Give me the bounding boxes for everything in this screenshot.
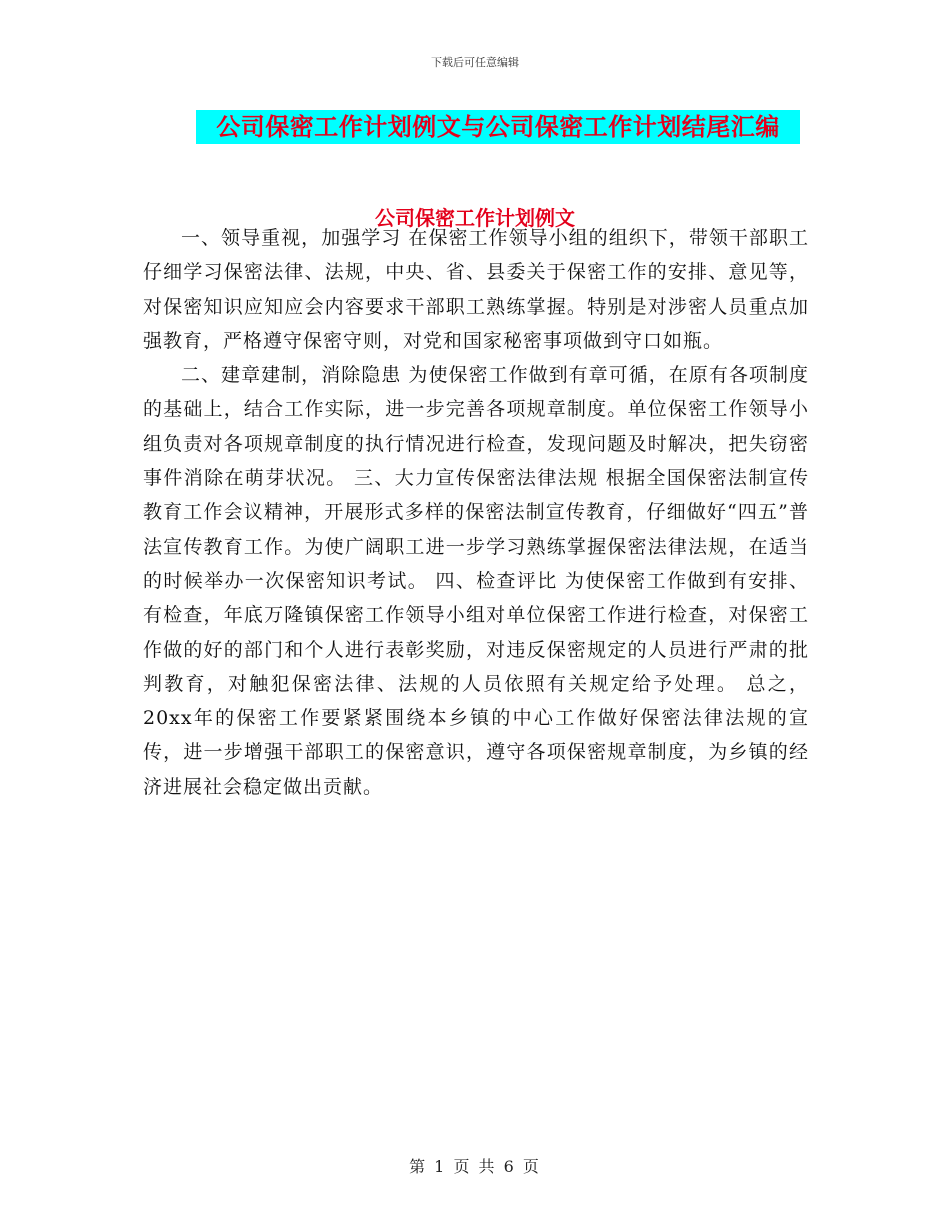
- paragraph: 二、建章建制，消除隐患 为使保密工作做到有章可循，在原有各项制度的基础上，结合工作实际，进一步完善各项规章制度。单位保密工作领导小组负责对各项规章制度的执行情况进行检查，发现问题及时解决，把失窃密事件消除在萌芽状况。 三、大力宣传保密法律法规 根据全国保密法制宣传教育工作会议精神，开展形式多样的保密法制宣传教育，仔细做好“四五”普法宣传教育工作。为使广阔职工进一步学习熟练掌握保密法律法规，在适当的时候举办一次保密知识考试。 四、检查评比 为使保密工作做到有安排、有检查，年底万隆镇保密工作领导小组对单位保密工作进行检查，对保密工作做的好的部门和个人进行表彰奖励，对违反保密规定的人员进行严肃的批判教育，对触犯保密法律、法规的人员依照有关规定给予处理。 总之，20xx年的保密工作要紧紧围绕本乡镇的中心工作做好保密法律法规的宣传，进一步增强干部职工的保密意识，遵守各项保密规章制度，为乡镇的经济进展社会稳定做出贡献。: [143, 364, 809, 798]
- header-note: 下载后可任意编辑: [431, 56, 519, 69]
- document-body: [143, 221, 809, 804]
- page-number: 第 1 页 共 6 页: [409, 1157, 541, 1176]
- document-title: 公司保密工作计划例文与公司保密工作计划结尾汇编: [196, 110, 800, 144]
- paragraph: 一、领导重视，加强学习 在保密工作领导小组的组织下，带领干部职工仔细学习保密法律、法规，中央、省、县委关于保密工作的安排、意见等，对保密知识应知应会内容要求干部职工熟练掌握。特别是对涉密人员重点加强教育，严格遵守保密守则，对党和国家秘密事项做到守口如瓶。: [143, 227, 809, 352]
- section-title: 公司保密工作计划例文: [375, 206, 575, 230]
